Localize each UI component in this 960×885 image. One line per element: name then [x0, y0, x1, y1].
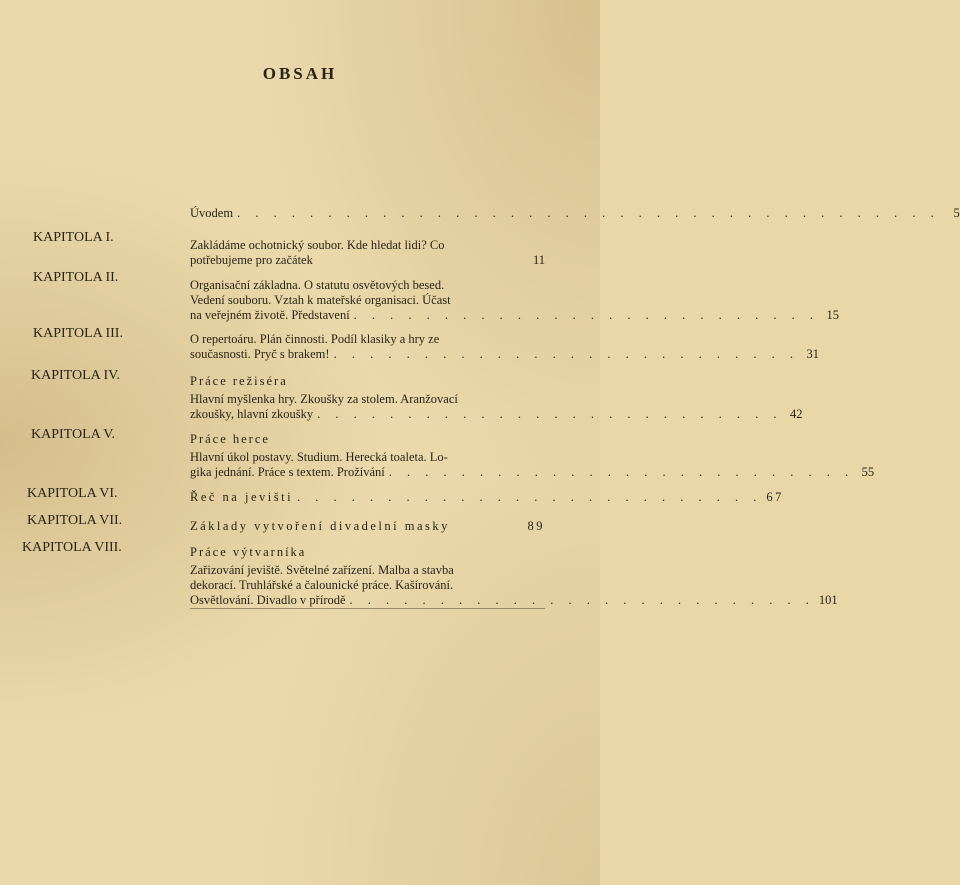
toc-entry-uvodem[interactable]: [190, 206, 960, 221]
chapter-label-5: KAPITOLA V.: [31, 427, 116, 442]
entry-text-line: Zařizování jeviště. Světelné zařízení. Malba a stavba: [190, 563, 454, 577]
leader-dots: . . . . . . . . . . . . . . . . . . . . . . . . . .: [349, 593, 815, 607]
entry-text-line: na veřejném životě. Představení: [190, 308, 350, 322]
entry-text-line: Organisační základna. O statutu osvětových besed.: [190, 278, 445, 292]
toc-entry-chapter-7[interactable]: [190, 519, 545, 534]
leader-dots: . . . . . . . . . . . . . . . . . . . . . . . . . .: [353, 308, 820, 322]
page-number: 42: [790, 407, 803, 421]
chapter-label-1: KAPITOLA I.: [33, 230, 114, 245]
page-title: OBSAH: [262, 64, 338, 83]
entry-text-line: zkoušky, hlavní zkoušky: [190, 407, 314, 421]
page-number: 89: [527, 519, 545, 533]
entry-text-line: Hlavní úkol postavy. Studium. Herecká toaleta. Lo-: [190, 450, 448, 464]
toc-entry-chapter-6[interactable]: [190, 490, 784, 505]
leader-dots: . . . . . . . . . . . . . . . . . . . . . . . . . .: [297, 490, 763, 504]
leader-dots: [317, 253, 525, 268]
chapter-label-6: KAPITOLA VI.: [27, 486, 118, 501]
page-number: 15: [826, 308, 840, 322]
entry-text-line: Zakládáme ochotnický soubor. Kde hledat lidi? Co: [190, 238, 445, 252]
leader-dots: [454, 519, 524, 534]
entry-text-line: gika jednání. Práce s textem. Prožívání: [190, 465, 385, 479]
leader-dots: . . . . . . . . . . . . . . . . . . . . . . . . . . . . . . . . . . . . . . .: [237, 206, 940, 220]
entry-heading: Řeč na jevišti: [190, 490, 294, 504]
chapter-label-8: KAPITOLA VIII.: [22, 540, 122, 555]
page-number: 11: [532, 253, 545, 267]
entry-text-line: Vedení souboru. Vztah k mateřské organisaci. Účast: [190, 293, 451, 307]
toc-entry-chapter-1[interactable]: [190, 238, 545, 268]
chapter-label-7: KAPITOLA VII.: [27, 513, 123, 528]
leader-dots: . . . . . . . . . . . . . . . . . . . . . . . . . .: [333, 347, 799, 361]
entry-text-line: Osvětlování. Divadlo v přírodě: [190, 593, 346, 607]
toc-entry-chapter-2[interactable]: [190, 278, 840, 323]
toc-entry-chapter-8[interactable]: [190, 545, 838, 608]
leader-dots: . . . . . . . . . . . . . . . . . . . . . . . . . .: [388, 465, 855, 479]
page-number: 67: [766, 490, 784, 504]
entry-heading: Práce režiséra: [190, 374, 288, 388]
page-number: 5: [953, 206, 960, 220]
entry-text-line: O repertoáru. Plán činnosti. Podíl klasiky a hry ze: [190, 332, 440, 346]
toc-entry-chapter-4[interactable]: [190, 374, 803, 422]
entry-heading: Práce herce: [190, 432, 270, 446]
closing-rule: [190, 608, 545, 609]
entry-text-line: dekorací. Truhlářské a čalounické práce. Kašírování.: [190, 578, 454, 592]
entry-text-line: současnosti. Pryč s brakem!: [190, 347, 330, 361]
chapter-label-4: KAPITOLA IV.: [31, 368, 120, 383]
entry-heading: Práce výtvarníka: [190, 545, 307, 559]
page-number: 31: [806, 347, 819, 361]
toc-entry-chapter-3[interactable]: [190, 332, 819, 362]
leader-dots: . . . . . . . . . . . . . . . . . . . . . . . . . .: [317, 407, 783, 421]
entry-text: Úvodem: [190, 206, 234, 220]
page-number: 55: [861, 465, 875, 479]
page-number: 101: [818, 593, 838, 607]
chapter-label-2: KAPITOLA II.: [33, 270, 119, 285]
chapter-label-3: KAPITOLA III.: [33, 326, 123, 341]
entry-heading: Základy vytvoření divadelní masky: [190, 519, 450, 533]
entry-text-line: potřebujeme pro začátek: [190, 253, 313, 267]
entry-text-line: Hlavní myšlenka hry. Zkoušky za stolem. Aranžovací: [190, 392, 458, 406]
toc-entry-chapter-5[interactable]: [190, 432, 875, 480]
